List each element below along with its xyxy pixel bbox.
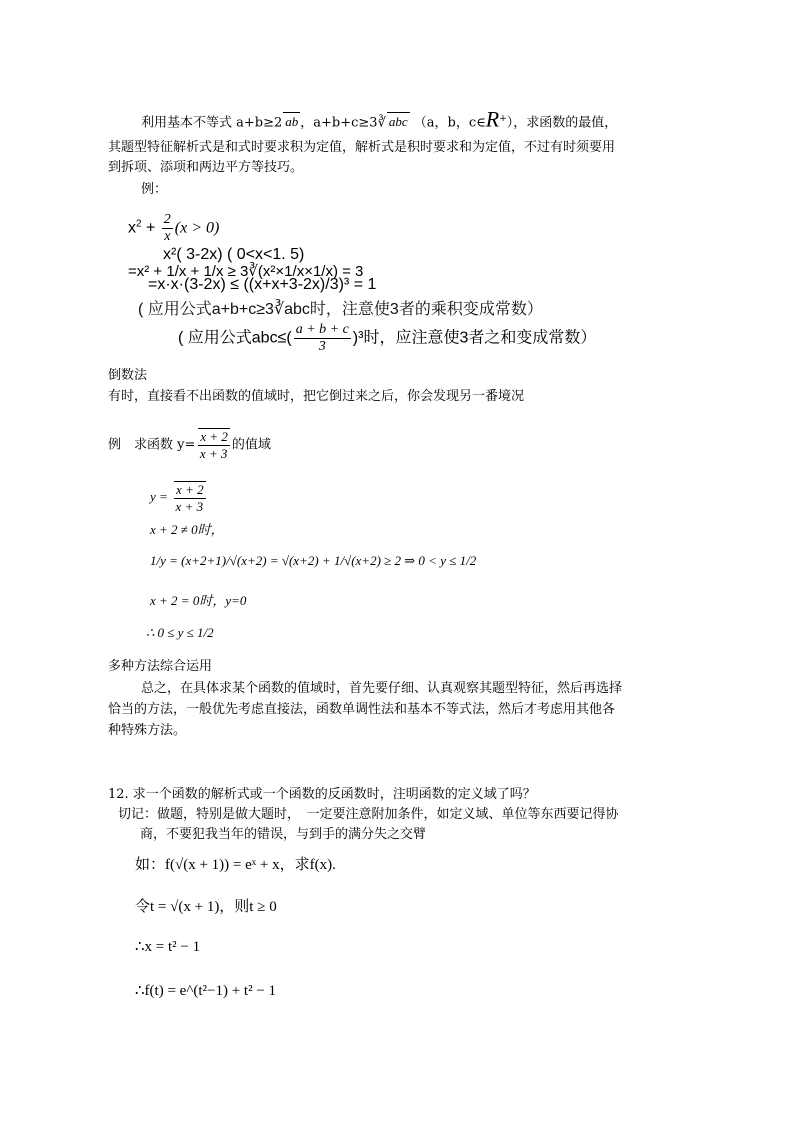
q12-example-line2: 令t = √(x + 1)，则t ≥ 0 (135, 899, 277, 915)
example1-note1: ( 应用公式a+b+c≥3∛abc时，注意使3者的乘积变成常数） (138, 301, 543, 318)
combined-line-2: 恰当的方法，一般优先考虑直接法，函数单调性法和基本不等式法，然后才考虑用其他各 (108, 702, 616, 717)
reciprocal-step1 (150, 481, 208, 515)
reciprocal-description: 有时，直接看不出函数的值域时，把它倒过来之后，你会发现另一番境况 (108, 389, 525, 404)
reciprocal-example (108, 428, 271, 462)
reciprocal-example-text-a: 例 求函数 y= (108, 437, 196, 453)
q12-warning-1: 切记：做题，特别是做大题时， 一定要注意附加条件，如定义域、单位等东西要记得协 (118, 807, 619, 822)
example1-line3b: =x·x·(3-2x) ≤ ((x+x+3-2x)/3)³ = 1 (148, 276, 377, 293)
q12-example-line3: ∴x = t² − 1 (135, 939, 201, 955)
sqrt-ab: ab (285, 114, 299, 130)
intro-text-c: ，a+b+c≥3 (300, 115, 378, 131)
reciprocal-step4: x + 2 = 0时，y=0 (150, 593, 247, 608)
note2-text-a: ( 应用公式abc≤( (178, 329, 292, 347)
note2-numerator: a + b + c (295, 322, 349, 337)
note2-text-b: )³时，应注意使3者之和变成常数） (352, 329, 597, 347)
reciprocal-example-text-b: 的值域 (231, 437, 271, 453)
reciprocal-step5: ∴ 0 ≤ y ≤ 1/2 (146, 625, 214, 640)
combined-line-1: 总之，在具体求某个函数的值域时，首先要仔细、认真观察其题型特征，然后再选择 (141, 681, 623, 696)
example1-line2: x²( 3-2x) ( 0<x<1. 5) (163, 246, 305, 263)
example1-line3a: =x² + 1/x + 1/x ≥ 3∛(x²×1/x×1/x) = 3 (128, 263, 364, 280)
reciprocal-heading: 倒数法 (108, 368, 148, 383)
intro-line-1: 利用基本不等式 a+b≥2 ab ，a+b+c≥3∛ abc （a，b，c∈R+），求函数的最值， (141, 106, 618, 132)
reciprocal-step2: x + 2 ≠ 0时， (150, 522, 224, 537)
step1-lhs: y = (150, 488, 168, 504)
reciprocal-example-numerator: x + 2 (200, 429, 228, 444)
combined-line-3: 种特殊方法。 (108, 723, 187, 738)
intro-line-2: 其题型特征解析式是和式时要求积为定值，解析式是积时要求和为定值，不过有时须要用 (108, 140, 616, 155)
intro-text-a: 利用基本不等式 a+b≥2 (141, 115, 283, 131)
reciprocal-example-denominator: x + 3 (199, 446, 228, 461)
example-label: 例： (141, 182, 168, 197)
q12-example-line4: ∴f(t) = e^(t²−1) + t² − 1 (135, 983, 277, 999)
intro-text-g: ），求函数的最值， (506, 115, 618, 131)
q12-title: 12. 求一个函数的解析式或一个函数的反函数时，注明函数的定义域了吗？ (108, 787, 536, 802)
cbrt-abc: abc (388, 114, 408, 130)
intro-line-3: 到拆项、添项和两边平方等技巧。 (108, 160, 304, 175)
example1-expression: $x^2$ + $\frac{2}{x}$ (x > 0) (128, 212, 220, 244)
real-set-symbol: R (485, 106, 500, 132)
reciprocal-step3: 1/y = (x+2+1)/√(x+2) = √(x+2) + 1/√(x+2) ≥ 2 ⇒ 0 < y ≤ 1/2 (150, 553, 477, 568)
note2-denominator: 3 (318, 339, 326, 354)
example1-note2 (178, 322, 596, 355)
intro-text-e: （a，b，c∈ (413, 115, 486, 131)
combined-heading: 多种方法综合运用 (108, 659, 213, 674)
q12-warning-2: 商，不要犯我当年的错误，与到手的满分失之交臂 (140, 827, 427, 842)
step1-denominator: x + 3 (175, 499, 204, 514)
step1-numerator: x + 2 (176, 482, 204, 497)
q12-example-line1: 如：f(√(x + 1)) = eˣ + x，求f(x). (135, 857, 336, 873)
